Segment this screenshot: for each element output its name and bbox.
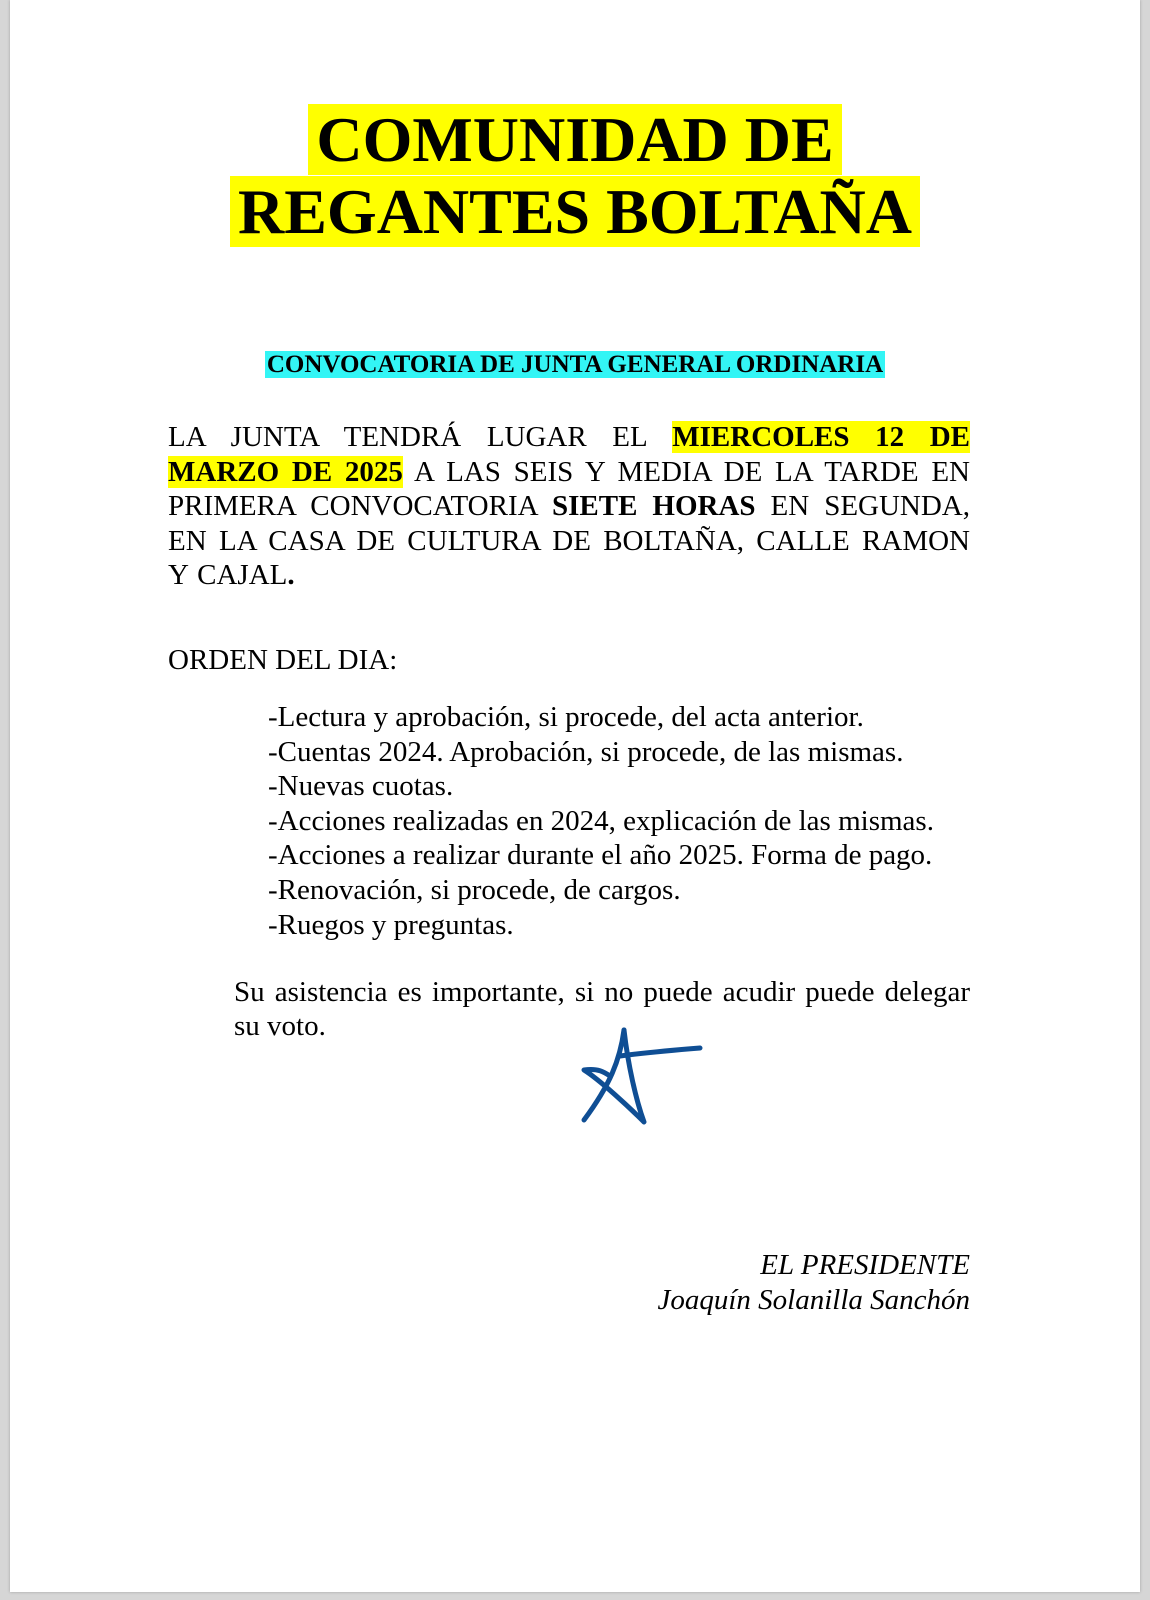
agenda-item: -Acciones a realizar durante el año 2025. Forma de pago. (268, 839, 933, 872)
document-page (10, 0, 1140, 1592)
notice-location: EN SEGUNDA, EN LA CASA DE CULTURA DE BOLTAÑA, CALLE RAMON Y CAJAL (168, 490, 970, 591)
agenda-item: -Renovación, si procede, de cargos. (268, 873, 681, 906)
meeting-date: MIERCOLES 12 DE MARZO DE 2025 (168, 421, 971, 488)
agenda-item: -Acciones realizadas en 2024, explicación de las mismas. (268, 804, 934, 837)
notice-end-mark: . (287, 559, 295, 591)
agenda-item: -Ruegos y preguntas. (268, 908, 514, 941)
signatory-role: EL PRESIDENTE (760, 1249, 970, 1281)
agenda-heading: ORDEN DEL DIA: (168, 644, 398, 676)
notice-first-call: A LAS SEIS Y MEDIA DE LA TARDE EN PRIMERA CONVOCATORIA (168, 455, 970, 522)
meeting-notice (168, 420, 970, 593)
handwritten-signature-icon (570, 1020, 710, 1135)
signatory-block (657, 1248, 970, 1318)
title-line-2: REGANTES BOLTAÑA (230, 176, 920, 247)
document-subtitle (10, 350, 1140, 380)
agenda-list (268, 700, 934, 942)
title-line-1: COMUNIDAD DE (308, 104, 841, 175)
second-call-time: SIETE HORAS (551, 490, 756, 522)
notice-intro: LA JUNTA TENDRÁ LUGAR EL (168, 421, 673, 453)
agenda-item: -Cuentas 2024. Aprobación, si procede, de las mismas. (268, 735, 904, 768)
agenda-item: -Nuevas cuotas. (268, 770, 454, 803)
attendance-note: Su asistencia es importante, si no puede acudir puede delegar su voto. (234, 976, 970, 1042)
subtitle-text: CONVOCATORIA DE JUNTA GENERAL ORDINARIA (266, 351, 884, 378)
document-title (10, 104, 1140, 248)
signatory-name: Joaquín Solanilla Sanchón (657, 1284, 970, 1316)
agenda-item: -Lectura y aprobación, si procede, del acta anterior. (268, 701, 864, 733)
